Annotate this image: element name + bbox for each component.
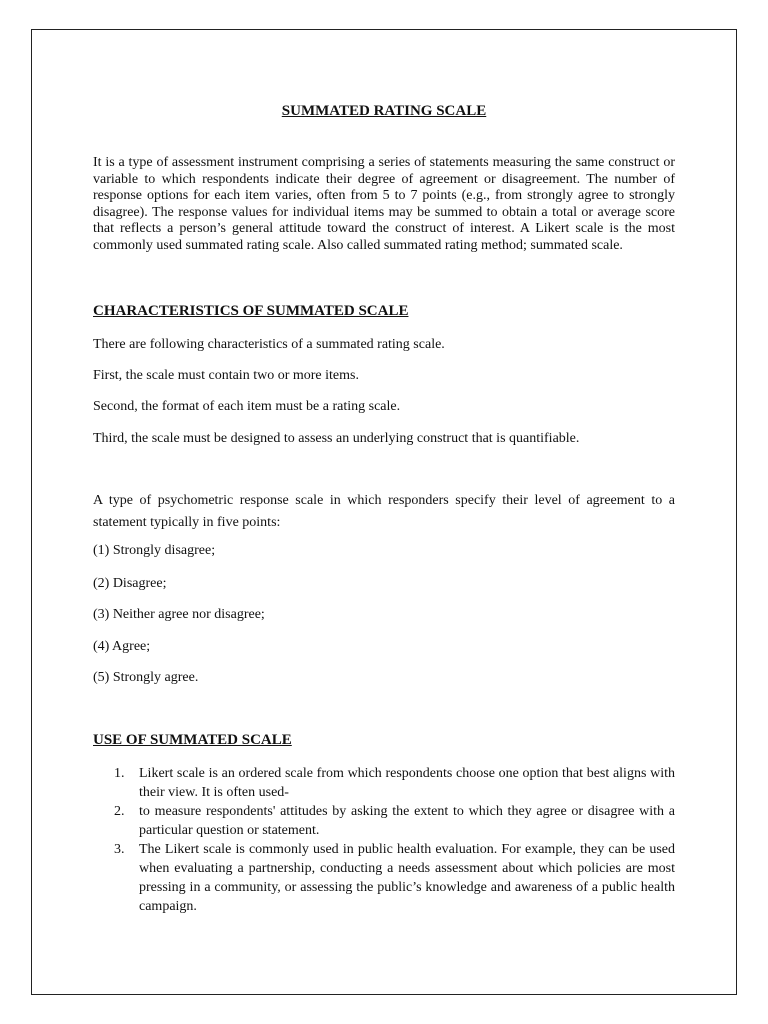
list-item [93,802,675,840]
characteristics-line: There are following characteristics of a summated rating scale. [93,337,445,352]
likert-point: (3) Neither agree nor disagree; [93,607,265,622]
likert-point: (5) Strongly agree. [93,670,199,685]
uses-heading: USE OF SUMMATED SCALE [93,732,292,748]
likert-intro-paragraph: A type of psychometric response scale in which responders specify their level of agreement to a statement typically in five points: [93,493,675,530]
list-item-number: 2. [114,804,125,819]
characteristics-heading: CHARACTERISTICS OF SUMMATED SCALE [93,303,409,319]
characteristics-line: Second, the format of each item must be a rating scale. [93,399,401,414]
list-item-number: 3. [114,842,125,857]
likert-point: (1) Strongly disagree; [93,543,216,558]
list-item [93,840,675,916]
likert-point: (4) Agree; [93,639,151,654]
intro-paragraph: It is a type of assessment instrument comprising a series of statements measuring the same construct or variable to which respondents indicate their degree of agreement or disagreement. The number of response options for each item varies, often from 5 to 7 points (e.g., from strongly agree to strongly disagree). The response values for individual items may be summed to obtain a total or average score that reflects a person’s general attitude toward the construct of interest. A Likert scale is the most commonly used summated rating scale. Also called summated rating method; summated scale. [93,155,675,253]
list-item-text: to measure respondents' attitudes by asking the extent to which they agree or disagree with a particular question or statement. [139,804,675,838]
list-item-number: 1. [114,766,125,781]
document-title: SUMMATED RATING SCALE [281,103,487,119]
list-item-text: Likert scale is an ordered scale from which respondents choose one option that best aligns with their view. It is often used- [139,766,675,800]
characteristics-line: First, the scale must contain two or more items. [93,368,359,383]
uses-list [93,764,675,916]
likert-point: (2) Disagree; [93,576,167,591]
characteristics-line: Third, the scale must be designed to assess an underlying construct that is quantifiable. [93,431,580,446]
list-item-text: The Likert scale is commonly used in public health evaluation. For example, they can be used when evaluating a partnership, conducting a needs assessment about which policies are most pressing in a community, or assessing the public’s knowledge and awareness of a public health campaign. [139,842,675,914]
list-item [93,764,675,802]
